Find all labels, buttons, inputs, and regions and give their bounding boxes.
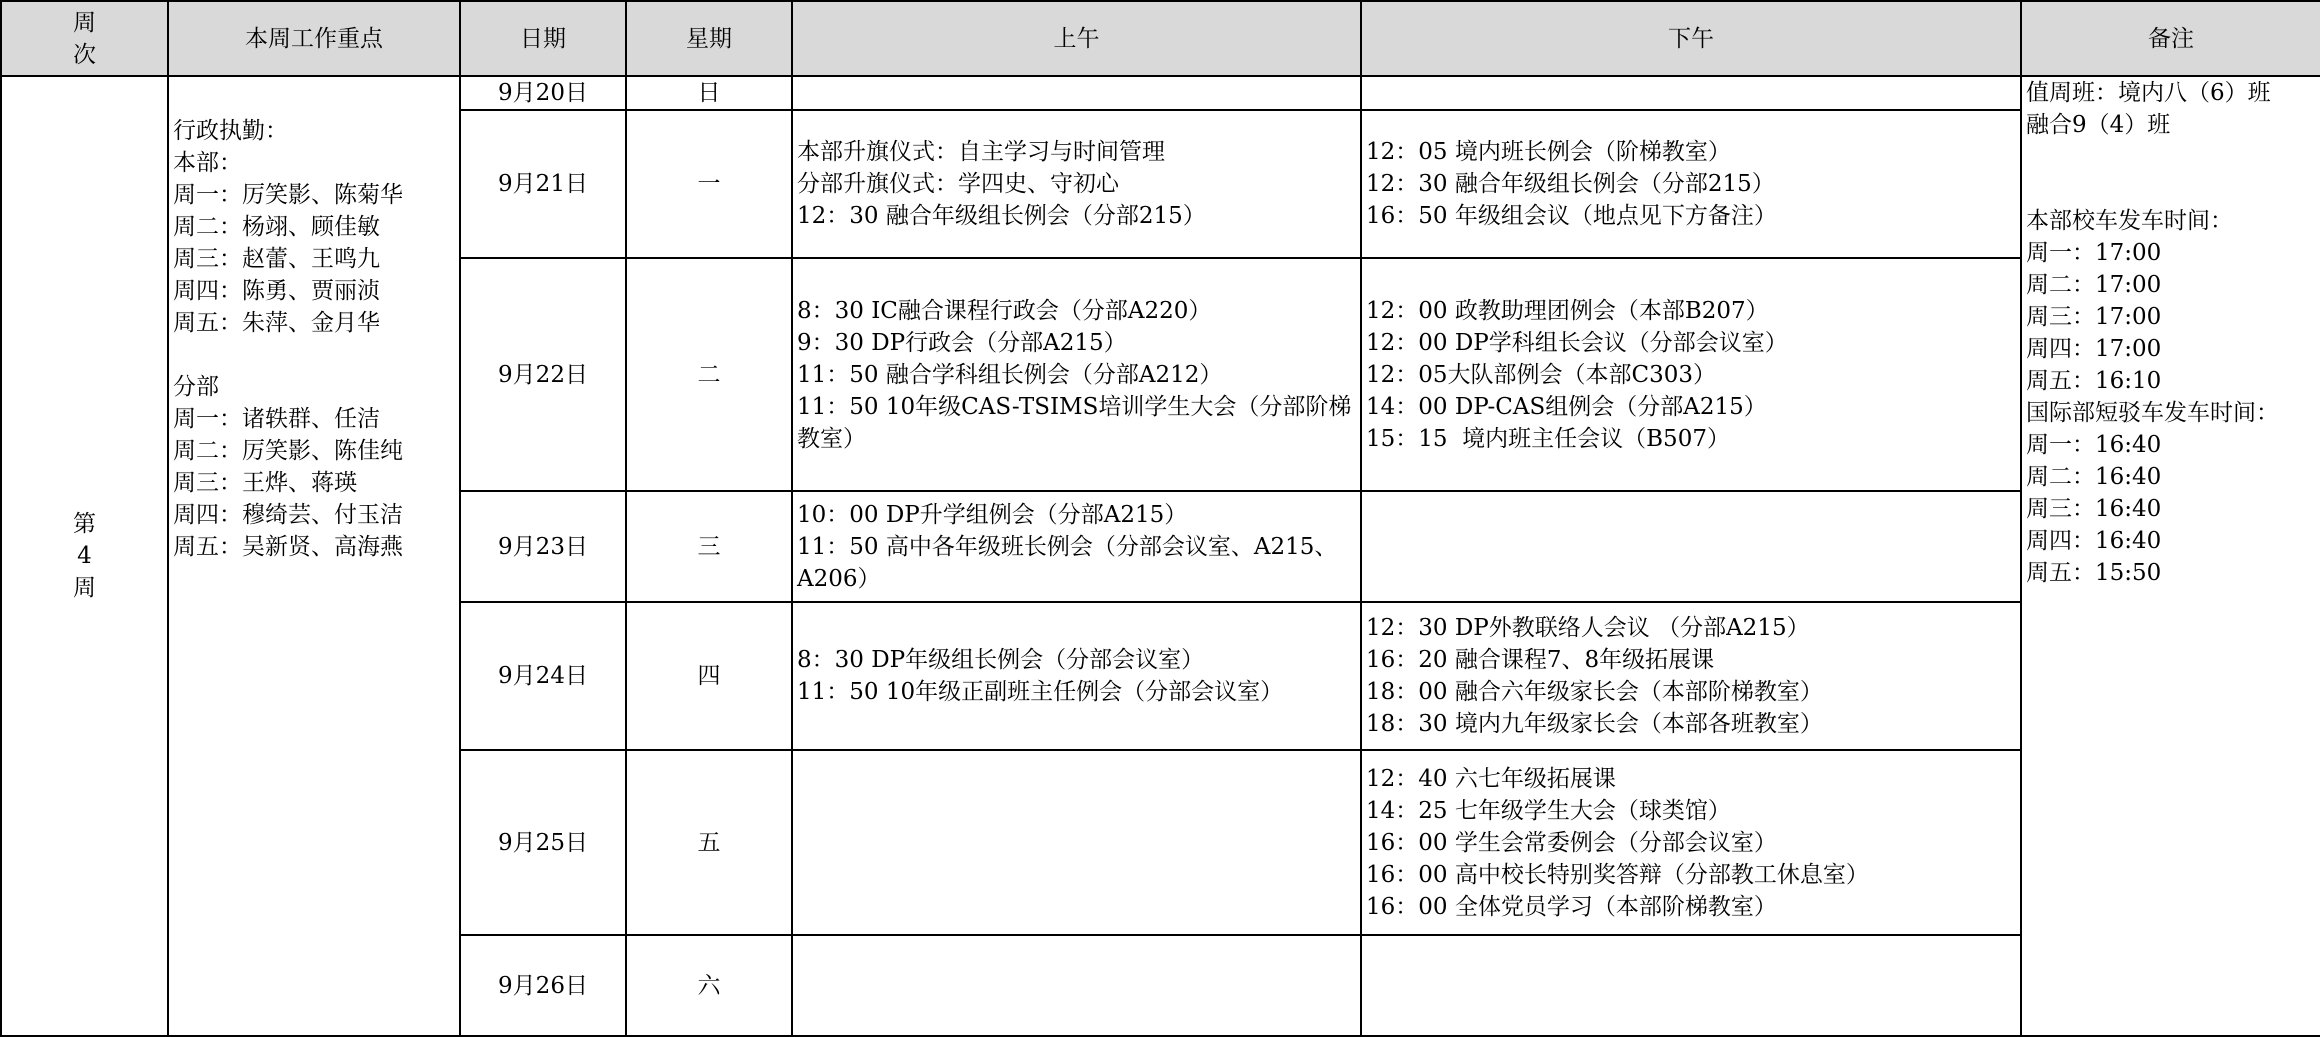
notes-line: [2026, 141, 2316, 173]
afternoon-entry: 14：25 七年级学生大会（球类馆）: [1366, 797, 1731, 824]
morning-entry: 9：30 DP行政会（分部A215）: [797, 329, 1127, 356]
morning-entry: 本部升旗仪式：自主学习与时间管理: [797, 139, 1165, 165]
afternoon-entry: 18：00 融合六年级家长会（本部阶梯教室）: [1366, 679, 1823, 705]
afternoon-entry: 12：40 六七年级拓展课: [1366, 765, 1616, 792]
morning-cell: [792, 258, 1361, 491]
notes-line: 周四：16:40: [2026, 528, 2162, 554]
header-week: [1, 1, 168, 76]
afternoon-entry: 12：05大队部例会（本部C303）: [1366, 361, 1717, 388]
afternoon-cell: [1361, 935, 2021, 1036]
header-row: [1, 1, 2320, 76]
afternoon-entry: 16：00 全体党员学习（本部阶梯教室）: [1366, 893, 1777, 920]
notes-line: 值周班：境内八（6）班: [2026, 80, 2271, 106]
afternoon-cell: [1361, 491, 2021, 602]
date-cell: 9月25日: [460, 750, 626, 935]
date-cell: 9月22日: [460, 258, 626, 491]
weekday-cell: 一: [626, 110, 792, 258]
header-weekday: 星期: [626, 1, 792, 76]
afternoon-entry: 16：50 年级组会议（地点见下方备注）: [1366, 203, 1777, 229]
morning-cell: [792, 76, 1361, 110]
focus-line: 周五：吴新贤、高海燕: [173, 534, 403, 560]
date-cell: 9月24日: [460, 602, 626, 750]
header-morning: 上午: [792, 1, 1361, 76]
morning-entry: 11：50 10年级正副班主任例会（分部会议室）: [797, 679, 1284, 705]
focus-line: 周一：厉笑影、陈菊华: [173, 182, 403, 208]
notes-line: 本部校车发车时间：: [2026, 208, 2233, 234]
focus-line: 周五：朱萍、金月华: [173, 310, 380, 336]
date-cell: 9月23日: [460, 491, 626, 602]
focus-line: 分部: [173, 374, 219, 400]
header-week-line-1: 周: [73, 9, 96, 36]
focus-line: 周二：厉笑影、陈佳纯: [173, 438, 403, 464]
header-focus: 本周工作重点: [168, 1, 460, 76]
week-label-cell: [1, 76, 168, 1036]
weekday-cell: 日: [626, 76, 792, 110]
week-label-line: 4: [77, 543, 92, 569]
week-label-line: 周: [73, 575, 96, 601]
focus-line: 本部：: [173, 150, 242, 176]
notes-line: 周五：16:10: [2026, 368, 2162, 394]
afternoon-entry: 12：00 DP学科组长会议（分部会议室）: [1366, 329, 1788, 356]
afternoon-cell: [1361, 110, 2021, 258]
afternoon-cell: [1361, 602, 2021, 750]
date-cell: 9月26日: [460, 935, 626, 1036]
focus-line: 周四：穆绮芸、付玉洁: [173, 502, 403, 528]
date-cell: 9月20日: [460, 76, 626, 110]
date-cell: 9月21日: [460, 110, 626, 258]
morning-cell: [792, 491, 1361, 602]
morning-entry: 11：50 融合学科组长例会（分部A212）: [797, 361, 1223, 388]
morning-entry: 11：50 10年级CAS-TSIMS培训学生大会（分部阶梯教室）: [797, 393, 1352, 452]
header-notes: 备注: [2021, 1, 2320, 76]
afternoon-entry: 16：00 高中校长特别奖答辩（分部教工休息室）: [1366, 861, 1869, 888]
morning-entry: 分部升旗仪式：学四史、守初心: [797, 171, 1119, 197]
afternoon-entry: 14：00 DP-CAS组例会（分部A215）: [1366, 393, 1767, 420]
afternoon-cell: [1361, 76, 2021, 110]
morning-entry: 8：30 IC融合课程行政会（分部A220）: [797, 297, 1212, 324]
focus-line: 周三：赵蕾、王鸣九: [173, 246, 380, 272]
notes-line: 周五：15:50: [2026, 560, 2162, 586]
weekday-cell: 三: [626, 491, 792, 602]
notes-cell: [2021, 76, 2320, 1036]
afternoon-entry: 18：30 境内九年级家长会（本部各班教室）: [1366, 711, 1823, 737]
week-label-line: 第: [73, 511, 96, 537]
header-afternoon: 下午: [1361, 1, 2021, 76]
notes-line: 周二：16:40: [2026, 464, 2162, 490]
focus-cell: [168, 76, 460, 1036]
focus-line: 周一：诸轶群、任洁: [173, 406, 380, 432]
afternoon-entry: 16：00 学生会常委例会（分部会议室）: [1366, 829, 1777, 856]
morning-entry: 8：30 DP年级组长例会（分部会议室）: [797, 647, 1205, 673]
notes-line: 周二：17:00: [2026, 272, 2162, 298]
weekday-cell: 四: [626, 602, 792, 750]
notes-line: 融合9（4）班: [2026, 112, 2171, 138]
focus-line: 周二：杨翊、顾佳敏: [173, 214, 380, 240]
afternoon-entry: 16：20 融合课程7、8年级拓展课: [1366, 647, 1715, 673]
notes-line: 周四：17:00: [2026, 336, 2162, 362]
table-row: [1, 76, 2320, 110]
focus-line: 周三：王烨、蒋瑛: [173, 470, 357, 496]
focus-line: 周四：陈勇、贾丽浈: [173, 278, 380, 304]
weekday-cell: 二: [626, 258, 792, 491]
notes-line: 周一：17:00: [2026, 240, 2162, 266]
afternoon-entry: 15：15 境内班主任会议（B507）: [1366, 425, 1730, 452]
morning-entry: 12：30 融合年级组长例会（分部215）: [797, 203, 1206, 229]
morning-cell: [792, 110, 1361, 258]
afternoon-entry: 12：00 政教助理团例会（本部B207）: [1366, 297, 1769, 324]
notes-line: 国际部短驳车发车时间：: [2026, 400, 2279, 426]
morning-cell: [792, 602, 1361, 750]
afternoon-entry: 12：30 融合年级组长例会（分部215）: [1366, 171, 1775, 197]
weekday-cell: 六: [626, 935, 792, 1036]
morning-cell: [792, 750, 1361, 935]
weekday-cell: 五: [626, 750, 792, 935]
morning-cell: [792, 935, 1361, 1036]
afternoon-cell: [1361, 258, 2021, 491]
focus-line: 行政执勤：: [173, 118, 288, 144]
notes-line: 周三：16:40: [2026, 496, 2162, 522]
afternoon-cell: [1361, 750, 2021, 935]
notes-line: 周三：17:00: [2026, 304, 2162, 330]
header-week-line-2: 次: [73, 41, 96, 68]
afternoon-entry: 12：30 DP外教联络人会议 （分部A215）: [1366, 615, 1810, 641]
morning-entry: 10：00 DP升学组例会（分部A215）: [797, 501, 1188, 528]
notes-line: 周一：16:40: [2026, 432, 2162, 458]
notes-line: [2026, 173, 2316, 205]
focus-line: [173, 339, 455, 371]
afternoon-entry: 12：05 境内班长例会（阶梯教室）: [1366, 139, 1731, 165]
morning-entry: 11：50 高中各年级班长例会（分部会议室、A215、A206）: [797, 533, 1338, 592]
header-date: 日期: [460, 1, 626, 76]
